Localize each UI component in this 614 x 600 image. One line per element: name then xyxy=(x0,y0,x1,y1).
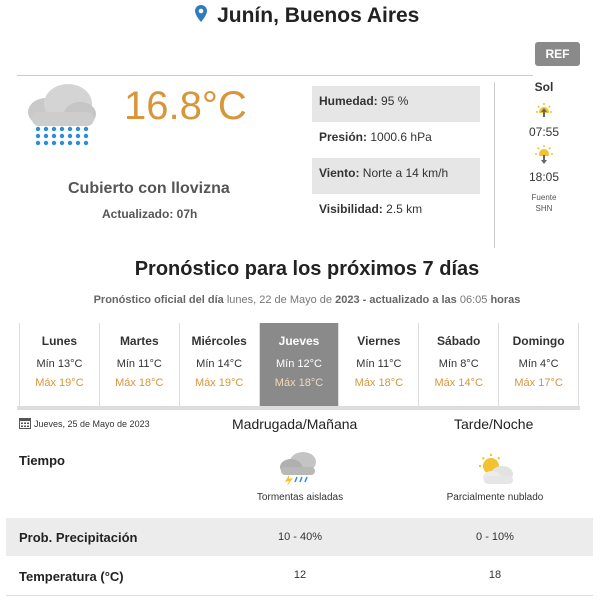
weather-evening-text: Parcialmente nublado xyxy=(446,492,544,503)
precipitation-row xyxy=(6,518,593,556)
day-tab-domingo[interactable]: Domingo Mín 4°C Máx 17°C xyxy=(498,323,578,406)
calendar-icon xyxy=(19,417,31,429)
wind-stat: Viento: Norte a 14 km/h xyxy=(312,158,480,194)
ref-button[interactable]: REF xyxy=(535,42,580,66)
sunset-icon xyxy=(516,143,572,170)
current-description: Cubierto con llovizna xyxy=(68,180,230,197)
temperature-evening: 18 xyxy=(488,569,502,581)
location-pin-icon xyxy=(195,5,207,27)
divider xyxy=(17,75,533,76)
column-header-evening: Tarde/Noche xyxy=(454,416,534,432)
forecast-subtitle: Pronóstico oficial del día lunes, 22 de Mayo de 2023 - actualizado a las 06:05 horas xyxy=(93,294,521,306)
day-tab-jueves[interactable]: Jueves Mín 12°C Máx 18°C xyxy=(259,323,339,406)
sun-title: Sol xyxy=(534,80,554,94)
precipitation-label: Prob. Precipitación xyxy=(19,530,138,545)
precipitation-evening: 0 - 10% xyxy=(476,531,514,543)
sunrise-time: 07:55 xyxy=(528,125,560,139)
selected-date: Jueves, 25 de Mayo de 2023 xyxy=(19,417,150,429)
sunset-time: 18:05 xyxy=(528,170,560,184)
current-temperature: 16.8°C xyxy=(124,84,247,128)
location-header xyxy=(0,4,614,28)
cloud-drizzle-icon xyxy=(24,82,100,148)
current-stats xyxy=(312,86,480,230)
partly-cloudy-icon xyxy=(476,454,516,491)
forecast-title: Pronóstico para los próximos 7 días xyxy=(134,258,480,280)
day-tab-sabado[interactable]: Sábado Mín 8°C Máx 14°C xyxy=(418,323,498,406)
weather-morning-text: Tormentas aisladas xyxy=(256,492,344,503)
thunderstorm-icon xyxy=(277,450,319,491)
sun-panel xyxy=(516,80,572,214)
temperature-morning: 12 xyxy=(293,569,307,581)
pressure-stat: Presión: 1000.6 hPa xyxy=(319,130,432,144)
temperature-row xyxy=(6,556,593,596)
precipitation-morning: 10 - 40% xyxy=(277,531,323,543)
day-tab-lunes[interactable]: Lunes Mín 13°C Máx 19°C xyxy=(19,323,99,406)
day-tab-martes[interactable]: Martes Mín 11°C Máx 18°C xyxy=(99,323,179,406)
updated-time: Actualizado: 07h xyxy=(102,207,198,221)
visibility-stat: Visibilidad: 2.5 km xyxy=(319,202,423,216)
location-title: Junín, Buenos Aires xyxy=(217,4,420,27)
sunrise-icon xyxy=(516,98,572,125)
day-tab-viernes[interactable]: Viernes Mín 11°C Máx 18°C xyxy=(338,323,418,406)
source-label: Fuente SHN xyxy=(531,193,557,213)
tiempo-label: Tiempo xyxy=(19,453,65,468)
column-header-morning: Madrugada/Mañana xyxy=(232,416,358,432)
temperature-label: Temperatura (°C) xyxy=(19,569,124,584)
day-tab-miercoles[interactable]: Miércoles Mín 14°C Máx 19°C xyxy=(179,323,259,406)
day-tabs xyxy=(19,323,579,406)
humidity-stat: Humedad: 95 % xyxy=(312,86,480,122)
divider-vertical xyxy=(494,82,495,248)
divider xyxy=(17,406,580,410)
